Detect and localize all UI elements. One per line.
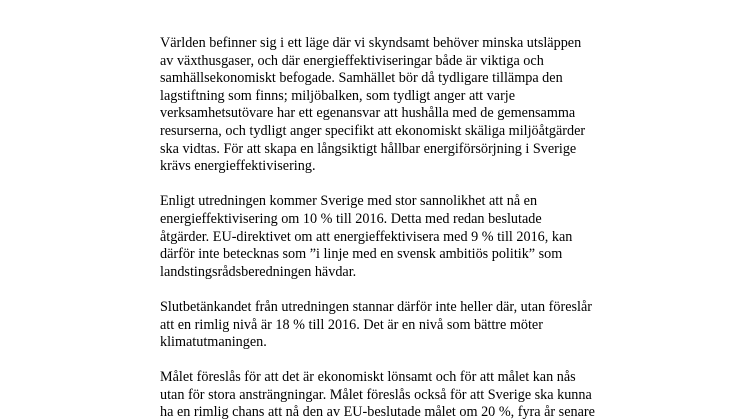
text-line: Slutbetänkandet från utredningen stannar därför inte heller där, utan föreslår [160, 298, 592, 315]
text-line: Målet föreslås för att det är ekonomiskt lönsamt och för att målet kan nås [160, 369, 576, 386]
text-line: verksamhetsutövare har ett egenansvar att hushålla med de gemensamma [160, 105, 576, 122]
text-line: Världen befinner sig i ett läge där vi skyndsamt behöver minska utsläppen [160, 35, 582, 51]
text-line: samhällsekonomiskt befogade. Samhället bör då tydligare tillämpa den [160, 70, 563, 87]
paragraph-3 [160, 299, 640, 352]
paragraph-1 [160, 35, 640, 176]
text-line: åtgärder. EU-direktivet om att energieffektivisera med 9 % till 2016, kan [160, 228, 573, 245]
text-line: utan för stora ansträngningar. Målet föreslås också för att Sverige ska kunna [160, 386, 592, 403]
document-body [160, 35, 640, 419]
text-line: lagstiftning som finns; miljöbalken, som tydligt anger att varje [160, 87, 516, 104]
text-line: klimatutmaningen. [160, 334, 267, 351]
paragraph-2 [160, 193, 640, 281]
text-line: Enligt utredningen kommer Sverige med stor sannolikhet att nå en [160, 193, 538, 210]
text-line: ha en rimlig chans att nå den av EU-beslutade målet om 20 %, fyra år senare [160, 404, 595, 419]
text-line: ska vidtas. För att skapa en långsiktigt hållbar energiförsörjning i Sverige [160, 140, 577, 157]
text-line: därför inte betecknas som ”i linje med en svensk ambitiös politik” som [160, 246, 563, 263]
text-line: att en rimlig nivå är 18 % till 2016. Det är en nivå som bättre möter [160, 316, 543, 333]
text-line: energieffektivisering om 10 % till 2016. Detta med redan beslutade [160, 210, 542, 227]
text-line: av växthusgaser, och där energieffektiviseringar både är viktiga och [160, 52, 544, 69]
paragraph-4 [160, 369, 640, 419]
text-line: resurserna, och tydligt anger specifikt att ekonomiskt skäliga miljöåtgärder [160, 122, 586, 139]
text-line: landstingsrådsberedningen hävdar. [160, 263, 357, 280]
text-line: krävs energieffektivisering. [160, 158, 316, 175]
